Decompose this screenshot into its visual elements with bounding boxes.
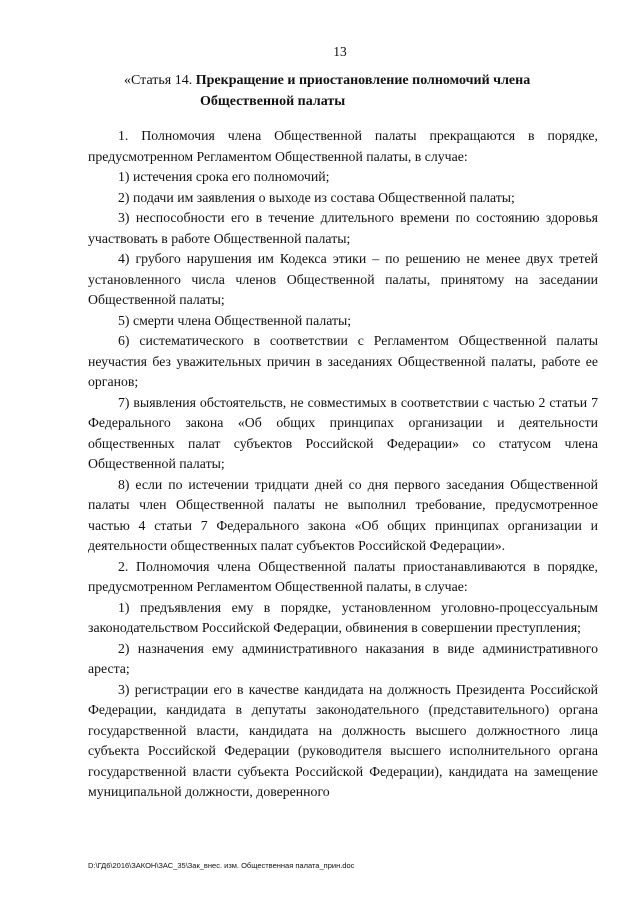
paragraph: 5) смерти члена Общественной палаты; <box>118 312 352 328</box>
article-heading <box>124 70 594 112</box>
article-body <box>88 126 598 803</box>
paragraph: 3) неспособности его в течение длительного времени по состоянию здоровья участвовать в работе Общественной палаты; <box>88 210 598 246</box>
article-prefix: «Статья 14. <box>124 73 193 88</box>
paragraph: 1. Полномочия члена Общественной палаты прекращаются в порядке, предусмотренном Регламентом Общественной палаты, в случае: <box>88 128 598 164</box>
paragraph: 2) подачи им заявления о выходе из состава Общественной палаты; <box>118 189 515 205</box>
paragraph: 3) регистрации его в качестве кандидата на должность Президента Российской Федерации, кандидата в депутаты законодательного (представительного) органа государственной власти, кандидата на должность высшего должностного лица субъекта Российской Федерации (руководителя высшего исполнительного органа государственной власти субъекта Российской Федерации), кандидата на замещение муниципальной должности, доверенного <box>88 681 598 799</box>
file-path-footer: D:\ГД6\2016\ЗАКОН\ЗАС_35\Зак_внес. изм. Общественная палата_прин.doc <box>88 861 355 870</box>
page-number: 13 <box>333 44 347 59</box>
paragraph: 2) назначения ему административного наказания в виде административного ареста; <box>88 640 598 676</box>
article-title-line1: Прекращение и приостановление полномочий члена <box>195 73 531 88</box>
paragraph: 7) выявления обстоятельств, не совместимых в соответствии с частью 2 статьи 7 Федерального закона «Об общих принципах организации и деятельности общественных палат субъектов Российской Федерации» со статусом члена Общественной палаты; <box>88 394 598 471</box>
paragraph: 8) если по истечении тридцати дней со дня первого заседания Общественной палаты член Общественной палаты не выполнил требование, предусмотренное частью 4 статьи 7 Федерального закона «Об общих принципах организации и деятельности общественных палат субъектов Российской Федерации». <box>88 476 598 553</box>
article-title-line2: Общественной палаты <box>200 94 346 109</box>
paragraph: 2. Полномочия члена Общественной палаты приостанавливаются в порядке, предусмотренном Регламентом Общественной палаты, в случае: <box>88 558 598 594</box>
paragraph: 1) предъявления ему в порядке, установленном уголовно-процессуальным законодательством Российской Федерации, обвинения в совершении преступления; <box>88 599 598 635</box>
paragraph: 1) истечения срока его полномочий; <box>118 169 330 184</box>
paragraph: 6) систематического в соответствии с Регламентом Общественной палаты неучастия без уважительных причин в заседаниях Общественной палаты, работе ее органов; <box>88 333 598 389</box>
paragraph: 4) грубого нарушения им Кодекса этики – по решению не менее двух третей установленного числа членов Общественной палаты, принятому на заседании Общественной палаты; <box>88 251 598 307</box>
